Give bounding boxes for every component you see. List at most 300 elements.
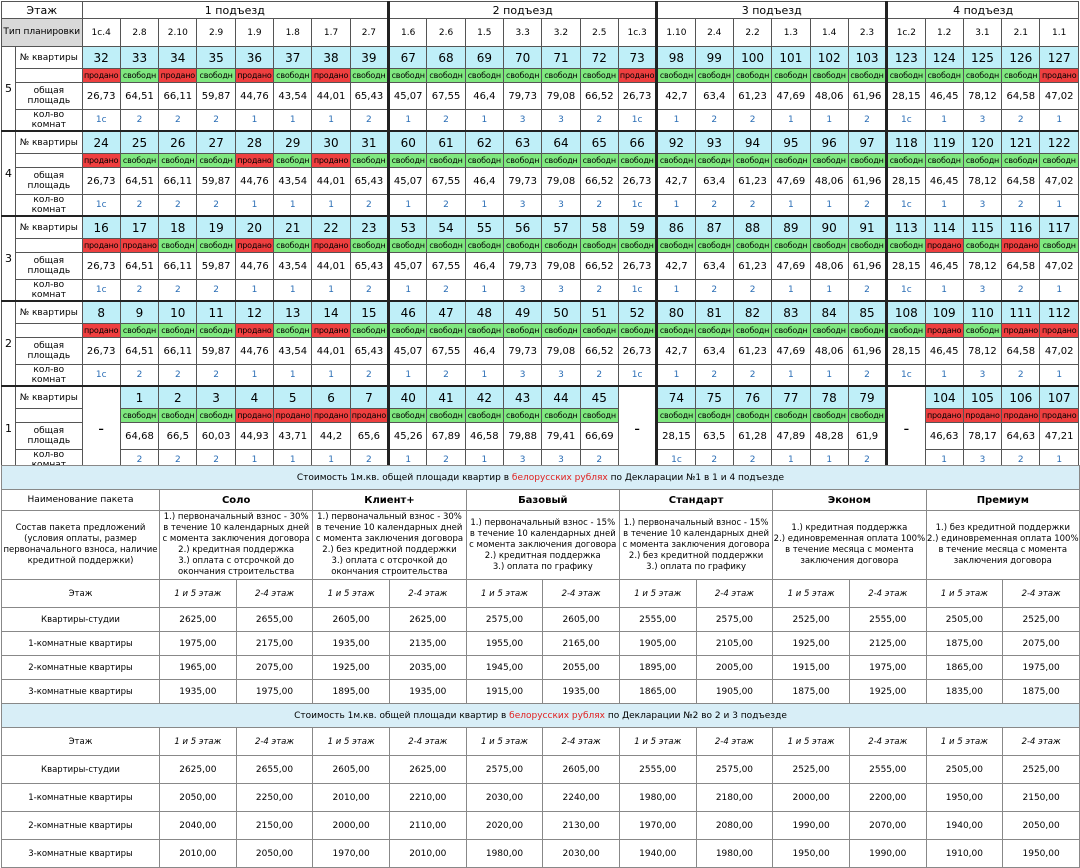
plan-code: 2.4 — [695, 19, 733, 47]
package-name: Базовый — [466, 490, 619, 511]
apartment-type-label: 3-комнатные квартиры — [2, 840, 160, 868]
price-value: 2625,00 — [389, 756, 466, 784]
rooms-value: 1 — [465, 450, 503, 472]
plan-code: 1с.2 — [887, 19, 925, 47]
title-text: по Декларации №1 в 1 и 4 подъезде — [607, 472, 785, 483]
status-sold-badge: продано — [312, 324, 350, 338]
apartment-number: 15 — [350, 301, 388, 324]
status-free-badge: свободн — [159, 324, 197, 338]
area-value: 43,54 — [274, 338, 312, 365]
area-value: 47,02 — [1040, 83, 1079, 110]
status-free-badge: свободн — [810, 324, 848, 338]
status-free-badge: свободн — [197, 154, 235, 168]
apartment-number: 111 — [1002, 301, 1040, 324]
area-value: 44,01 — [312, 338, 350, 365]
rooms-value: 1с — [82, 110, 120, 132]
apartment-number: 100 — [733, 47, 771, 69]
status-free-badge: свободн — [657, 154, 695, 168]
status-free-badge: свободн — [427, 409, 465, 423]
apartment-number: 106 — [1002, 386, 1040, 409]
area-value: 42,7 — [657, 253, 695, 280]
status-free-badge: свободн — [542, 69, 580, 83]
rooms-value: 1с — [887, 365, 925, 387]
status-free-badge: свободн — [772, 324, 810, 338]
price-value: 2165,00 — [543, 632, 620, 656]
area-value: 45,07 — [389, 338, 427, 365]
rooms-value: 2 — [695, 195, 733, 217]
area-value: 46,4 — [465, 253, 503, 280]
rooms-value: 2 — [197, 450, 235, 472]
package-name: Соло — [160, 490, 313, 511]
rooms-value: 3 — [504, 450, 542, 472]
rooms-value: 1с — [618, 195, 656, 217]
area-value: 44,76 — [235, 168, 273, 195]
price-value: 1940,00 — [619, 840, 696, 868]
rooms-value: 1 — [235, 110, 273, 132]
status-free-badge: свободн — [657, 69, 695, 83]
area-value: 66,11 — [159, 253, 197, 280]
row-label-apt: № квартиры — [16, 131, 82, 154]
area-value: 47,02 — [1040, 338, 1079, 365]
price-value: 1950,00 — [926, 784, 1003, 812]
rooms-value: 2 — [695, 280, 733, 302]
status-free-badge: свободн — [1040, 154, 1079, 168]
status-free-badge: свободн — [504, 324, 542, 338]
apartment-number: 117 — [1040, 216, 1079, 239]
area-value: 79,08 — [542, 253, 580, 280]
status-free-badge: свободн — [848, 239, 886, 253]
area-value: 67,55 — [427, 83, 465, 110]
price-value: 2250,00 — [236, 784, 313, 812]
price-value: 2040,00 — [160, 812, 237, 840]
status-free-badge: свободн — [350, 69, 388, 83]
price-value: 1970,00 — [313, 840, 390, 868]
apartment-number: 8 — [82, 301, 120, 324]
rooms-value: 1 — [1040, 365, 1079, 387]
apartment-number: 29 — [274, 131, 312, 154]
status-free-badge: свободн — [963, 324, 1001, 338]
area-value: 79,88 — [504, 423, 542, 450]
status-free-badge: свободн — [848, 69, 886, 83]
rooms-value: 1 — [657, 280, 695, 302]
apartment-number: 125 — [963, 47, 1001, 69]
floor-group-a: 1 и 5 этаж — [619, 728, 696, 756]
area-value: 26,73 — [618, 338, 656, 365]
apartment-number: 62 — [465, 131, 503, 154]
rooms-value: 2 — [733, 365, 771, 387]
plan-code: 1.5 — [465, 19, 503, 47]
rooms-value: 2 — [197, 365, 235, 387]
rooms-value: 1 — [1040, 195, 1079, 217]
rooms-value: 1 — [274, 365, 312, 387]
status-free-badge: свободн — [274, 239, 312, 253]
rooms-value: 1 — [465, 110, 503, 132]
area-value: 64,58 — [1002, 253, 1040, 280]
plan-code: 2.3 — [848, 19, 886, 47]
plan-code: 1.9 — [235, 19, 273, 47]
status-sold-badge: продано — [82, 324, 120, 338]
apartment-number: 33 — [120, 47, 158, 69]
area-value: 47,02 — [1040, 253, 1079, 280]
floor-group-b: 2-4 этаж — [696, 728, 773, 756]
floor-group-a: 1 и 5 этаж — [160, 580, 237, 608]
status-sold-badge: продано — [159, 69, 197, 83]
area-value: 48,06 — [810, 168, 848, 195]
apartment-number: 32 — [82, 47, 120, 69]
price-value: 2210,00 — [389, 784, 466, 812]
apartment-number: 60 — [389, 131, 427, 154]
area-value: 44,01 — [312, 83, 350, 110]
apartment-number: 26 — [159, 131, 197, 154]
area-value: 59,87 — [197, 168, 235, 195]
status-free-badge: свободн — [274, 154, 312, 168]
package-name: Стандарт — [619, 490, 772, 511]
status-free-badge: свободн — [887, 69, 925, 83]
apartment-number: 48 — [465, 301, 503, 324]
title-text: по Декларации №2 во 2 и 3 подъезде — [605, 710, 787, 721]
apartment-number: 76 — [733, 386, 771, 409]
header-floor: Этаж — [2, 2, 83, 19]
status-free-badge: свободн — [427, 324, 465, 338]
rooms-value: 1 — [389, 365, 427, 387]
rooms-value: 2 — [848, 450, 886, 472]
floor-group-a: 1 и 5 этаж — [926, 728, 1003, 756]
apartment-number: 77 — [772, 386, 810, 409]
rooms-value: 1 — [1040, 280, 1079, 302]
rooms-value: 2 — [350, 365, 388, 387]
rooms-value: 1 — [810, 365, 848, 387]
rooms-value: 3 — [542, 110, 580, 132]
status-free-badge: свободн — [810, 409, 848, 423]
row-label-rooms: кол-во комнат — [16, 280, 82, 302]
floor-group-a: 1 и 5 этаж — [926, 580, 1003, 608]
floor-number: 5 — [2, 47, 16, 132]
area-value: 67,55 — [427, 338, 465, 365]
rooms-value: 2 — [159, 365, 197, 387]
apartment-number: 7 — [350, 386, 388, 409]
apartment-number: 80 — [657, 301, 695, 324]
apartment-number: 89 — [772, 216, 810, 239]
apartment-number: 53 — [389, 216, 427, 239]
title-text: Стоимость 1м.кв. общей площади квартир в — [296, 472, 512, 483]
apartment-number: 98 — [657, 47, 695, 69]
apartment-number: 37 — [274, 47, 312, 69]
apartment-number: 90 — [810, 216, 848, 239]
area-value: 28,15 — [887, 83, 925, 110]
status-sold-badge: продано — [82, 239, 120, 253]
rooms-value: 2 — [159, 280, 197, 302]
floor-group-b: 2-4 этаж — [543, 728, 620, 756]
apartment-number: 109 — [925, 301, 963, 324]
status-sold-badge: продано — [1002, 239, 1040, 253]
apartment-number: 49 — [504, 301, 542, 324]
price-value: 2175,00 — [236, 632, 313, 656]
status-free-badge: свободн — [542, 239, 580, 253]
price-value: 2055,00 — [543, 656, 620, 680]
rooms-value: 1 — [925, 110, 963, 132]
area-value: 66,11 — [159, 83, 197, 110]
price-value: 1990,00 — [773, 812, 850, 840]
apartment-number: 58 — [580, 216, 618, 239]
area-value: 66,52 — [580, 83, 618, 110]
area-value: 61,9 — [848, 423, 886, 450]
apartment-number: 70 — [504, 47, 542, 69]
status-free-badge: свободн — [1002, 154, 1040, 168]
floor-group-a: 1 и 5 этаж — [160, 728, 237, 756]
price-value: 2150,00 — [236, 812, 313, 840]
area-value: 42,7 — [657, 338, 695, 365]
apartment-number: 119 — [925, 131, 963, 154]
apartment-number: 28 — [235, 131, 273, 154]
status-free-badge: свободн — [1002, 69, 1040, 83]
floor-group-b: 2-4 этаж — [849, 580, 926, 608]
area-value: 64,51 — [120, 168, 158, 195]
area-value: 44,93 — [235, 423, 273, 450]
status-free-badge: свободн — [733, 69, 771, 83]
status-free-badge: свободн — [427, 69, 465, 83]
status-free-badge: свободн — [963, 69, 1001, 83]
status-free-badge: свободн — [695, 409, 733, 423]
row-label-status — [16, 324, 82, 338]
area-value: 59,87 — [197, 83, 235, 110]
status-free-badge: свободн — [274, 324, 312, 338]
area-value: 26,73 — [82, 83, 120, 110]
status-free-badge: свободн — [504, 239, 542, 253]
price-value: 1925,00 — [773, 632, 850, 656]
floor-group-a: 1 и 5 этаж — [466, 728, 543, 756]
plan-code: 1.10 — [657, 19, 695, 47]
apartment-number: 95 — [772, 131, 810, 154]
area-value: 48,06 — [810, 253, 848, 280]
floor-group-b: 2-4 этаж — [543, 580, 620, 608]
status-sold-badge: продано — [235, 154, 273, 168]
price-value: 2505,00 — [926, 608, 1003, 632]
rooms-value: 1 — [810, 280, 848, 302]
status-free-badge: свободн — [963, 154, 1001, 168]
apartment-number: 114 — [925, 216, 963, 239]
rooms-value: 2 — [427, 450, 465, 472]
price-value: 2000,00 — [313, 812, 390, 840]
area-value: 64,58 — [1002, 338, 1040, 365]
status-free-badge: свободн — [925, 69, 963, 83]
status-free-badge: свободн — [695, 239, 733, 253]
area-value: 65,43 — [350, 83, 388, 110]
rooms-value: 1с — [82, 365, 120, 387]
area-value: 66,52 — [580, 338, 618, 365]
area-value: 59,87 — [197, 338, 235, 365]
area-value: 64,63 — [1002, 423, 1040, 450]
status-sold-badge: продано — [82, 69, 120, 83]
area-value: 43,54 — [274, 253, 312, 280]
area-value: 60,03 — [197, 423, 235, 450]
status-free-badge: свободн — [389, 324, 427, 338]
area-value: 79,73 — [504, 253, 542, 280]
price-value: 2135,00 — [389, 632, 466, 656]
rooms-value: 2 — [733, 195, 771, 217]
area-value: 43,71 — [274, 423, 312, 450]
status-free-badge: свободн — [159, 154, 197, 168]
price-value: 1935,00 — [313, 632, 390, 656]
apartment-number: 63 — [504, 131, 542, 154]
price-value: 2050,00 — [236, 840, 313, 868]
rooms-value: 2 — [1002, 195, 1040, 217]
rooms-value: 3 — [542, 280, 580, 302]
apartment-number: 107 — [1040, 386, 1079, 409]
rooms-value: 3 — [963, 110, 1001, 132]
price-value: 2655,00 — [236, 756, 313, 784]
apartment-number: 73 — [618, 47, 656, 69]
status-free-badge: свободн — [504, 69, 542, 83]
rooms-value: 1 — [772, 365, 810, 387]
rooms-value: 1 — [312, 365, 350, 387]
rooms-value: 1 — [925, 195, 963, 217]
status-free-badge: свободн — [733, 324, 771, 338]
rooms-value: 2 — [350, 110, 388, 132]
price-value: 1975,00 — [1003, 656, 1080, 680]
area-value: 67,89 — [427, 423, 465, 450]
floor-group-a: 1 и 5 этаж — [313, 728, 390, 756]
apartment-type-label: 1-комнатные квартиры — [2, 784, 160, 812]
floor-number: 4 — [2, 131, 16, 216]
price-value: 2525,00 — [773, 756, 850, 784]
price-value: 1910,00 — [926, 840, 1003, 868]
apartment-number: 75 — [695, 386, 733, 409]
status-sold-badge: продано — [235, 409, 273, 423]
area-value: 63,4 — [695, 253, 733, 280]
row-label-status — [16, 154, 82, 168]
area-value: 64,51 — [120, 338, 158, 365]
status-sold-badge: продано — [274, 409, 312, 423]
apartment-number: 122 — [1040, 131, 1079, 154]
plan-code: 1.7 — [312, 19, 350, 47]
row-label-apt: № квартиры — [16, 301, 82, 324]
apartment-number: 97 — [848, 131, 886, 154]
floor-group-a: 1 и 5 этаж — [619, 580, 696, 608]
package-description: 1.) первоначальный взнос - 30% в течение 10 календарных дней с момента заключения договора 2.) кредитная поддержка 3.) оплата с отсрочкой до окончания строительства — [160, 511, 313, 580]
price-value: 1935,00 — [543, 680, 620, 704]
status-free-badge: свободн — [618, 239, 656, 253]
apartment-number: 99 — [695, 47, 733, 69]
rooms-value: 2 — [197, 110, 235, 132]
apartment-number: 103 — [848, 47, 886, 69]
status-sold-badge: продано — [235, 239, 273, 253]
apartment-number: 78 — [810, 386, 848, 409]
rooms-value: 1 — [274, 110, 312, 132]
plan-code: 3.2 — [542, 19, 580, 47]
status-sold-badge: продано — [1002, 409, 1040, 423]
status-free-badge: свободн — [542, 324, 580, 338]
status-free-badge: свободн — [733, 239, 771, 253]
package-description: 1.) первоначальный взнос - 15% в течение 10 календарных дней с момента заключения договора 2.) кредитная поддержка 3.) оплата по графику — [466, 511, 619, 580]
status-free-badge: свободн — [810, 239, 848, 253]
rooms-value: 2 — [1002, 365, 1040, 387]
apartment-number: 87 — [695, 216, 733, 239]
rooms-value: 2 — [120, 280, 158, 302]
price-value: 1895,00 — [619, 656, 696, 680]
floor-group-b: 2-4 этаж — [849, 728, 926, 756]
status-free-badge: свободн — [848, 154, 886, 168]
apartment-number: 88 — [733, 216, 771, 239]
status-free-badge: свободн — [848, 324, 886, 338]
price-value: 2575,00 — [466, 608, 543, 632]
price-value: 1915,00 — [466, 680, 543, 704]
price-value: 2075,00 — [1003, 632, 1080, 656]
apartment-number: 120 — [963, 131, 1001, 154]
area-value: 48,06 — [810, 338, 848, 365]
status-free-badge: свободн — [887, 154, 925, 168]
area-value: 26,73 — [618, 253, 656, 280]
rooms-value: 2 — [1002, 280, 1040, 302]
rooms-value: 2 — [427, 365, 465, 387]
price-value: 2555,00 — [619, 756, 696, 784]
apartment-number: 17 — [120, 216, 158, 239]
area-value: 61,23 — [733, 338, 771, 365]
status-free-badge: свободн — [772, 154, 810, 168]
rooms-value: 1с — [618, 365, 656, 387]
price-value: 1935,00 — [160, 680, 237, 704]
area-value: 66,11 — [159, 168, 197, 195]
apartment-number: 84 — [810, 301, 848, 324]
apartment-number: 1 — [120, 386, 158, 409]
price-value: 1975,00 — [849, 656, 926, 680]
area-value: 78,17 — [963, 423, 1001, 450]
rooms-value: 2 — [159, 110, 197, 132]
status-free-badge: свободн — [465, 239, 503, 253]
rooms-value: 1 — [772, 450, 810, 472]
rooms-value: 2 — [695, 365, 733, 387]
row-label-status — [16, 409, 82, 423]
rooms-value: 3 — [963, 280, 1001, 302]
area-value: 63,4 — [695, 168, 733, 195]
entrance-header: 2 подъезд — [389, 2, 657, 19]
apartment-number: 35 — [197, 47, 235, 69]
area-value: 28,15 — [887, 168, 925, 195]
apartment-number: 13 — [274, 301, 312, 324]
status-free-badge: свободн — [618, 154, 656, 168]
rooms-value: 1 — [312, 280, 350, 302]
apartment-type-label: Квартиры-студии — [2, 608, 160, 632]
status-free-badge: свободн — [695, 69, 733, 83]
row-label-area: общая площадь — [16, 423, 82, 450]
apartment-number: 82 — [733, 301, 771, 324]
plan-code: 1.8 — [274, 19, 312, 47]
plan-code: 3.1 — [963, 19, 1001, 47]
area-value: 65,43 — [350, 168, 388, 195]
area-value: 79,08 — [542, 83, 580, 110]
row-label-rooms: кол-во комнат — [16, 110, 82, 132]
price-value: 1950,00 — [773, 840, 850, 868]
status-free-badge: свободн — [695, 154, 733, 168]
status-free-badge: свободн — [580, 154, 618, 168]
area-value: 67,55 — [427, 253, 465, 280]
area-value: 64,68 — [120, 423, 158, 450]
rooms-value: 2 — [159, 450, 197, 472]
apartment-number: 20 — [235, 216, 273, 239]
area-value: 64,51 — [120, 83, 158, 110]
status-free-badge: свободн — [848, 409, 886, 423]
apartment-number: 27 — [197, 131, 235, 154]
price-value: 1980,00 — [696, 840, 773, 868]
apartment-number: 18 — [159, 216, 197, 239]
rooms-value: 1 — [274, 450, 312, 472]
rooms-value: 1 — [465, 195, 503, 217]
price-table-title — [2, 704, 1080, 728]
title-currency: белорусских рублях — [509, 710, 605, 721]
price-value: 1875,00 — [926, 632, 1003, 656]
price-value: 2050,00 — [1003, 812, 1080, 840]
apartment-number: 108 — [887, 301, 925, 324]
status-sold-badge: продано — [350, 409, 388, 423]
